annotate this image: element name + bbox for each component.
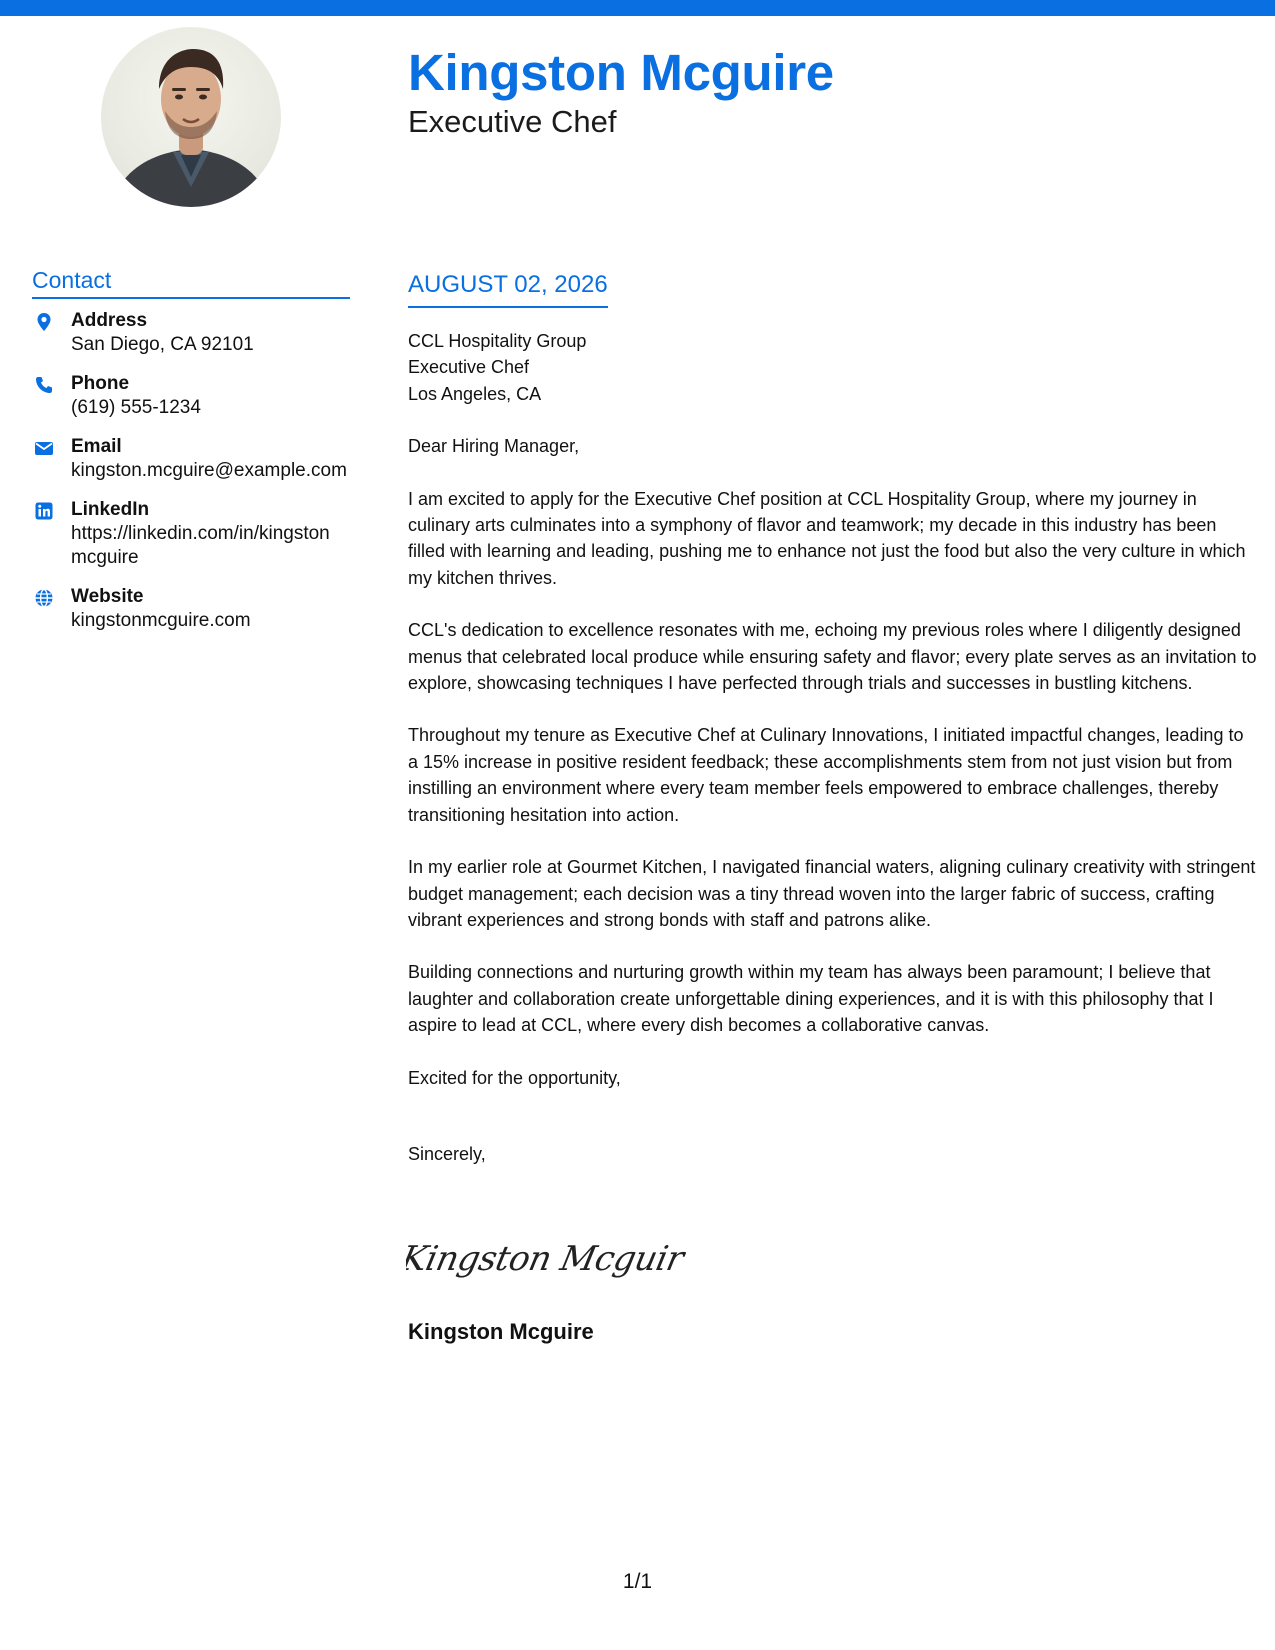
contact-item-phone — [32, 372, 352, 420]
globe-icon — [34, 588, 54, 608]
map-pin-icon — [34, 312, 54, 332]
linkedin-icon — [34, 501, 54, 521]
letter-paragraph: In my earlier role at Gourmet Kitchen, I navigated financial waters, aligning culinary creativity with stringent budget management; each decision was a tiny thread woven into the larger fabric of success, crafting vibrant experiences and strong bonds with staff and patrons alike. — [408, 857, 1256, 930]
letter-paragraph: I am excited to apply for the Executive Chef position at CCL Hospitality Group, where my journey in culinary arts culminates into a symphony of flavor and teamwork; my decade in this industry has been filled with learning and leading, pushing me to enhance not just the food but also the very culture in which my kitchen thrives. — [408, 488, 1246, 588]
letter-paragraph: Building connections and nurturing growth within my team has always been paramount; I believe that laughter and collaboration create unforgettable dining experiences, and it is with this philosophy that I aspire to lead at CCL, where every dish becomes a collaborative canvas. — [408, 962, 1214, 1036]
phone-icon — [34, 375, 54, 395]
contact-value: (619) 555-1234 — [71, 397, 201, 418]
contact-value: San Diego, CA 92101 — [71, 334, 254, 355]
contact-item-website — [32, 585, 352, 633]
letter-date: AUGUST 02, 2026 — [408, 270, 608, 308]
contact-value[interactable]: kingstonmcguire.com — [71, 610, 251, 631]
profile-photo — [101, 27, 281, 207]
handwritten-signature — [406, 1228, 686, 1288]
letter-paragraph: Throughout my tenure as Executive Chef at Culinary Innovations, I initiated impactful changes, leading to a 15% increase in positive resident feedback; these accomplishments stem from not just vision but from instilling an environment where every team member feels empowered to embrace challenges, thereby transitioning hesitation into action. — [408, 725, 1244, 825]
letter-paragraph: CCL's dedication to excellence resonates with me, echoing my previous roles where I diligently designed menus that celebrated local produce while ensuring safety and flavor; every plate serves as an invitation to explore, showcasing techniques I have perfected through trials and successes in bustling kitchens. — [408, 620, 1257, 694]
contact-label: Phone — [71, 373, 130, 394]
contact-item-email — [32, 435, 352, 483]
contact-item-linkedin — [32, 498, 352, 570]
signoff: Sincerely, — [408, 1143, 486, 1164]
email-icon — [34, 438, 54, 458]
contact-value[interactable]: kingston.mcguire@example.com — [71, 460, 347, 481]
contact-list — [32, 309, 352, 648]
contact-label: Website — [71, 586, 144, 607]
recipient-block — [408, 328, 1258, 407]
contact-label: Address — [71, 310, 148, 331]
page-number: 1/1 — [622, 1570, 653, 1593]
contact-value[interactable]: https://linkedin.com/in/kingstonmcguire — [71, 523, 330, 568]
contact-item-address — [32, 309, 352, 357]
closing-line: Excited for the opportunity, — [408, 1067, 621, 1088]
profile-photo-illustration — [101, 27, 281, 207]
applicant-title: Executive Chef — [408, 104, 617, 139]
top-accent-bar — [0, 0, 1275, 16]
signature-text: Kingston Mcguir — [406, 1239, 686, 1279]
contact-label: LinkedIn — [71, 499, 150, 520]
contact-heading: Contact — [32, 266, 350, 299]
letter-body — [408, 328, 1258, 1167]
recipient-company: CCL Hospitality Group — [408, 331, 587, 351]
salutation: Dear Hiring Manager, — [408, 436, 580, 457]
recipient-location: Los Angeles, CA — [408, 383, 542, 404]
signer-name: Kingston Mcguire — [408, 1319, 594, 1344]
recipient-position: Executive Chef — [408, 357, 530, 378]
contact-label: Email — [71, 436, 122, 457]
applicant-name: Kingston Mcguire — [408, 44, 834, 101]
